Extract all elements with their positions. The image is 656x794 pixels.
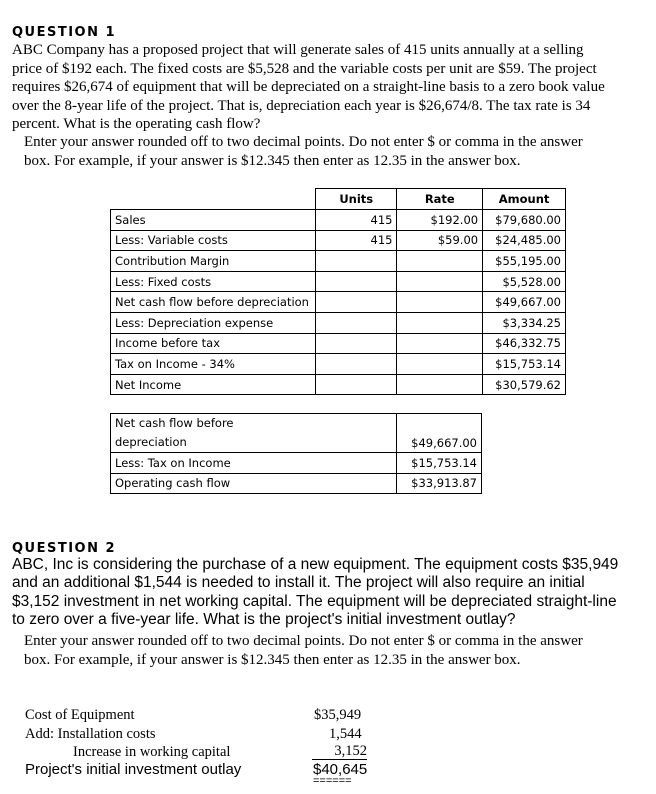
header-blank — [111, 189, 316, 210]
table-row — [111, 374, 566, 395]
row-label — [111, 414, 397, 453]
operating-cash-flow-table — [110, 413, 482, 494]
row-label: Operating cash flow — [111, 473, 397, 494]
q1-line: price of $192 each. The fixed costs are $5,528 and the variable costs per unit are $59. The project — [12, 60, 597, 77]
row-units: 415 — [315, 230, 397, 251]
row-rate: $59.00 — [397, 230, 483, 251]
installation-costs-label: Add: Installation costs — [25, 726, 156, 742]
row-label: Contribution Margin — [111, 251, 316, 272]
q1-instruction-line: box. For example, if your answer is $12.345 then enter as 12.35 in the answer box. — [24, 152, 521, 169]
q2-line: to zero over a five-year life. What is the project's initial investment outlay? — [12, 610, 516, 628]
row-amount: $79,680.00 — [483, 210, 566, 231]
row-label: Less: Depreciation expense — [111, 312, 316, 333]
row-label: Less: Tax on Income — [111, 453, 397, 474]
question-2-text — [12, 556, 652, 629]
q1-line: over the 8-year life of the project. That is, depreciation each year is $26,674/8. The tax rate is 34 — [12, 97, 591, 114]
table-row — [111, 453, 482, 474]
header-rate: Rate — [397, 189, 483, 210]
cost-of-equipment-label: Cost of Equipment — [25, 707, 135, 723]
q1-instruction-line: Enter your answer rounded off to two decimal points. Do not enter $ or comma in the answer — [24, 134, 583, 150]
row-label: Net Income — [111, 374, 316, 395]
question-1-instructions — [24, 133, 649, 170]
row-value: $15,753.14 — [397, 453, 482, 474]
row-rate — [397, 271, 483, 292]
working-capital-value: 3,152 — [312, 744, 367, 760]
row-label: Less: Variable costs — [111, 230, 316, 251]
row-amount: $30,579.62 — [483, 374, 566, 395]
q1-line: requires $26,674 of equipment that will be depreciated on a straight-line basis to a zero book value — [12, 79, 605, 96]
q2-line: $3,152 investment in net working capital. The equipment will be depreciated straight-line — [12, 592, 617, 610]
table-row — [111, 230, 566, 251]
cost-of-equipment-value: $35,949 — [314, 707, 362, 723]
row-units: 415 — [315, 210, 397, 231]
row-label: Income before tax — [111, 333, 316, 354]
installation-costs-value: 1,544 — [329, 726, 362, 742]
row-label: Sales — [111, 210, 316, 231]
row-label-line: depreciation — [115, 435, 187, 449]
double-underline: ====== — [313, 775, 352, 787]
row-units — [315, 354, 397, 375]
table-row — [111, 312, 566, 333]
income-statement-table — [110, 188, 566, 395]
header-units: Units — [315, 189, 397, 210]
row-units — [315, 312, 397, 333]
table-row — [111, 333, 566, 354]
investment-outlay-label: Project's initial investment outlay — [25, 761, 242, 778]
row-rate — [397, 374, 483, 395]
header-amount: Amount — [483, 189, 566, 210]
question-1-text — [12, 41, 652, 134]
row-units — [315, 292, 397, 313]
row-label: Net cash flow before depreciation — [111, 292, 316, 313]
row-amount: $5,528.00 — [483, 271, 566, 292]
table-header-row — [111, 189, 566, 210]
row-label: Tax on Income - 34% — [111, 354, 316, 375]
row-amount: $55,195.00 — [483, 251, 566, 272]
row-units — [315, 271, 397, 292]
working-capital-label: Increase in working capital — [73, 744, 231, 760]
table-row — [111, 271, 566, 292]
question-2-heading: QUESTION 2 — [12, 541, 117, 556]
q1-line: ABC Company has a proposed project that will generate sales of 415 units annually at a selling — [12, 42, 584, 58]
table-row — [111, 473, 482, 494]
row-rate — [397, 333, 483, 354]
q2-line: ABC, Inc is considering the purchase of a new equipment. The equipment costs $35,949 — [12, 556, 619, 573]
row-amount: $3,334.25 — [483, 312, 566, 333]
table-row — [111, 292, 566, 313]
q2-line: and an additional $1,544 is needed to install it. The project will also require an initial — [12, 574, 585, 592]
row-units — [315, 333, 397, 354]
q1-line: percent. What is the operating cash flow? — [12, 116, 261, 133]
table-row — [111, 251, 566, 272]
row-value: $49,667.00 — [397, 414, 482, 453]
row-rate — [397, 292, 483, 313]
question-1-heading: QUESTION 1 — [12, 25, 117, 40]
row-label: Less: Fixed costs — [111, 271, 316, 292]
table-row — [111, 414, 482, 453]
q2-instruction-line: Enter your answer rounded off to two decimal points. Do not enter $ or comma in the answer — [24, 633, 583, 649]
row-label-line: Net cash flow before — [115, 416, 234, 430]
row-rate — [397, 354, 483, 375]
q2-instruction-line: box. For example, if your answer is $12.345 then enter as 12.35 in the answer box. — [24, 651, 521, 668]
investment-outlay-value: $40,645 — [313, 761, 368, 778]
row-rate: $192.00 — [397, 210, 483, 231]
row-rate — [397, 251, 483, 272]
row-rate — [397, 312, 483, 333]
row-amount: $15,753.14 — [483, 354, 566, 375]
row-units — [315, 251, 397, 272]
table-row — [111, 354, 566, 375]
row-amount: $24,485.00 — [483, 230, 566, 251]
row-amount: $49,667.00 — [483, 292, 566, 313]
row-amount: $46,332.75 — [483, 333, 566, 354]
row-value: $33,913.87 — [397, 473, 482, 494]
question-2-instructions — [24, 632, 649, 669]
row-units — [315, 374, 397, 395]
table-row — [111, 210, 566, 231]
